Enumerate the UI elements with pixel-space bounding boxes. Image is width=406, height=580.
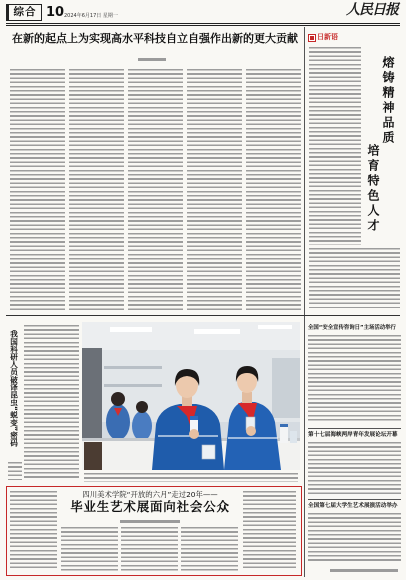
column-divider [304, 27, 305, 577]
article-brief-safety-day[interactable] [306, 320, 402, 426]
article-text-column [243, 491, 296, 571]
page-credits [330, 569, 398, 572]
photo-beaker [202, 445, 215, 459]
article-feature-graduation-exhibition[interactable] [6, 486, 302, 576]
brief-headline: 第十七届海峡两岸青年发展论坛开幕 [308, 432, 398, 438]
photo-student-left-hand [189, 429, 199, 439]
commentary-headline-line: 熔铸精神品质 [381, 56, 395, 146]
article-commentary[interactable] [306, 28, 402, 314]
article-lead[interactable] [8, 28, 302, 314]
masthead-rule [6, 23, 400, 26]
newspaper-logo: 人民日报 [346, 2, 398, 18]
brief-divider [308, 499, 401, 500]
photo-cabinet [82, 348, 102, 442]
photo-student-right-hand [246, 426, 256, 436]
feature-headline: 毕业生艺术展面向社会公众 [70, 499, 230, 514]
article-text-column [61, 527, 118, 571]
article-text-column [8, 462, 22, 480]
article-text-column [309, 47, 361, 245]
news-photo [82, 322, 300, 470]
article-text-column [128, 69, 183, 311]
photo-shelf [104, 366, 162, 369]
photo-ceiling-light [194, 329, 240, 334]
column-logo-icon [309, 35, 315, 41]
article-text-column [187, 69, 242, 311]
article-text-column [246, 69, 301, 311]
article-brief-youth-forum[interactable] [306, 430, 402, 497]
section-divider [6, 315, 400, 316]
article-text-column [24, 325, 79, 480]
photo-background-student-head [111, 392, 125, 406]
photo-ceiling-light [258, 325, 292, 329]
article-text-column [308, 335, 401, 423]
article-text-column [181, 527, 238, 571]
photo-reagent-bottle [280, 427, 288, 443]
article-text-column [308, 442, 401, 494]
photo-ceiling-light [110, 327, 152, 332]
column-label-text: 日新语 [317, 33, 338, 41]
feature-kicker: 四川美术学院“开放的六月”走过20年—— [82, 490, 218, 499]
article-text-column [10, 69, 65, 311]
article-text-column [69, 69, 124, 311]
brief-headline: 全国第七届大学生艺术展演活动举办 [308, 503, 398, 509]
photo-bottle-cap [190, 416, 198, 420]
lead-byline [138, 58, 166, 61]
page-number: 10 [46, 5, 65, 20]
photo-shelf [104, 384, 162, 387]
photo-background-student-head [136, 401, 148, 413]
photo-caption [84, 473, 298, 482]
brief-headline: 全国“安全宣传咨询日”主场活动举行 [308, 325, 396, 331]
column-label [309, 34, 338, 41]
article-text-column [121, 527, 178, 571]
article-text-column [308, 513, 401, 563]
photo-reagent-bottle [290, 431, 297, 443]
article-text-column [309, 248, 400, 308]
issue-date: 2024年6月17日 星期一 [64, 13, 118, 19]
section-name: 综合 [6, 4, 42, 21]
brief-divider [308, 428, 401, 429]
article-science-brief[interactable] [6, 320, 80, 482]
lead-headline: 在新的起点上为实现高水平科技自立自强作出新的更大贡献 [12, 32, 298, 45]
photo-foreground-equipment [84, 442, 102, 470]
article-brief-art-showcase[interactable] [306, 501, 402, 567]
article-news-photo[interactable] [82, 320, 302, 484]
photo-background-student [132, 411, 152, 441]
feature-byline [120, 520, 180, 523]
photo-student-right-neck [242, 392, 252, 403]
science-headline: 我国科研人员破译昆虫“蜕变”密码 [9, 330, 19, 447]
photo-window [272, 358, 300, 418]
commentary-headline-line: 培育特色人才 [366, 144, 380, 234]
photo-reagent-bottle-cap [280, 424, 288, 427]
article-text-column [10, 491, 57, 571]
